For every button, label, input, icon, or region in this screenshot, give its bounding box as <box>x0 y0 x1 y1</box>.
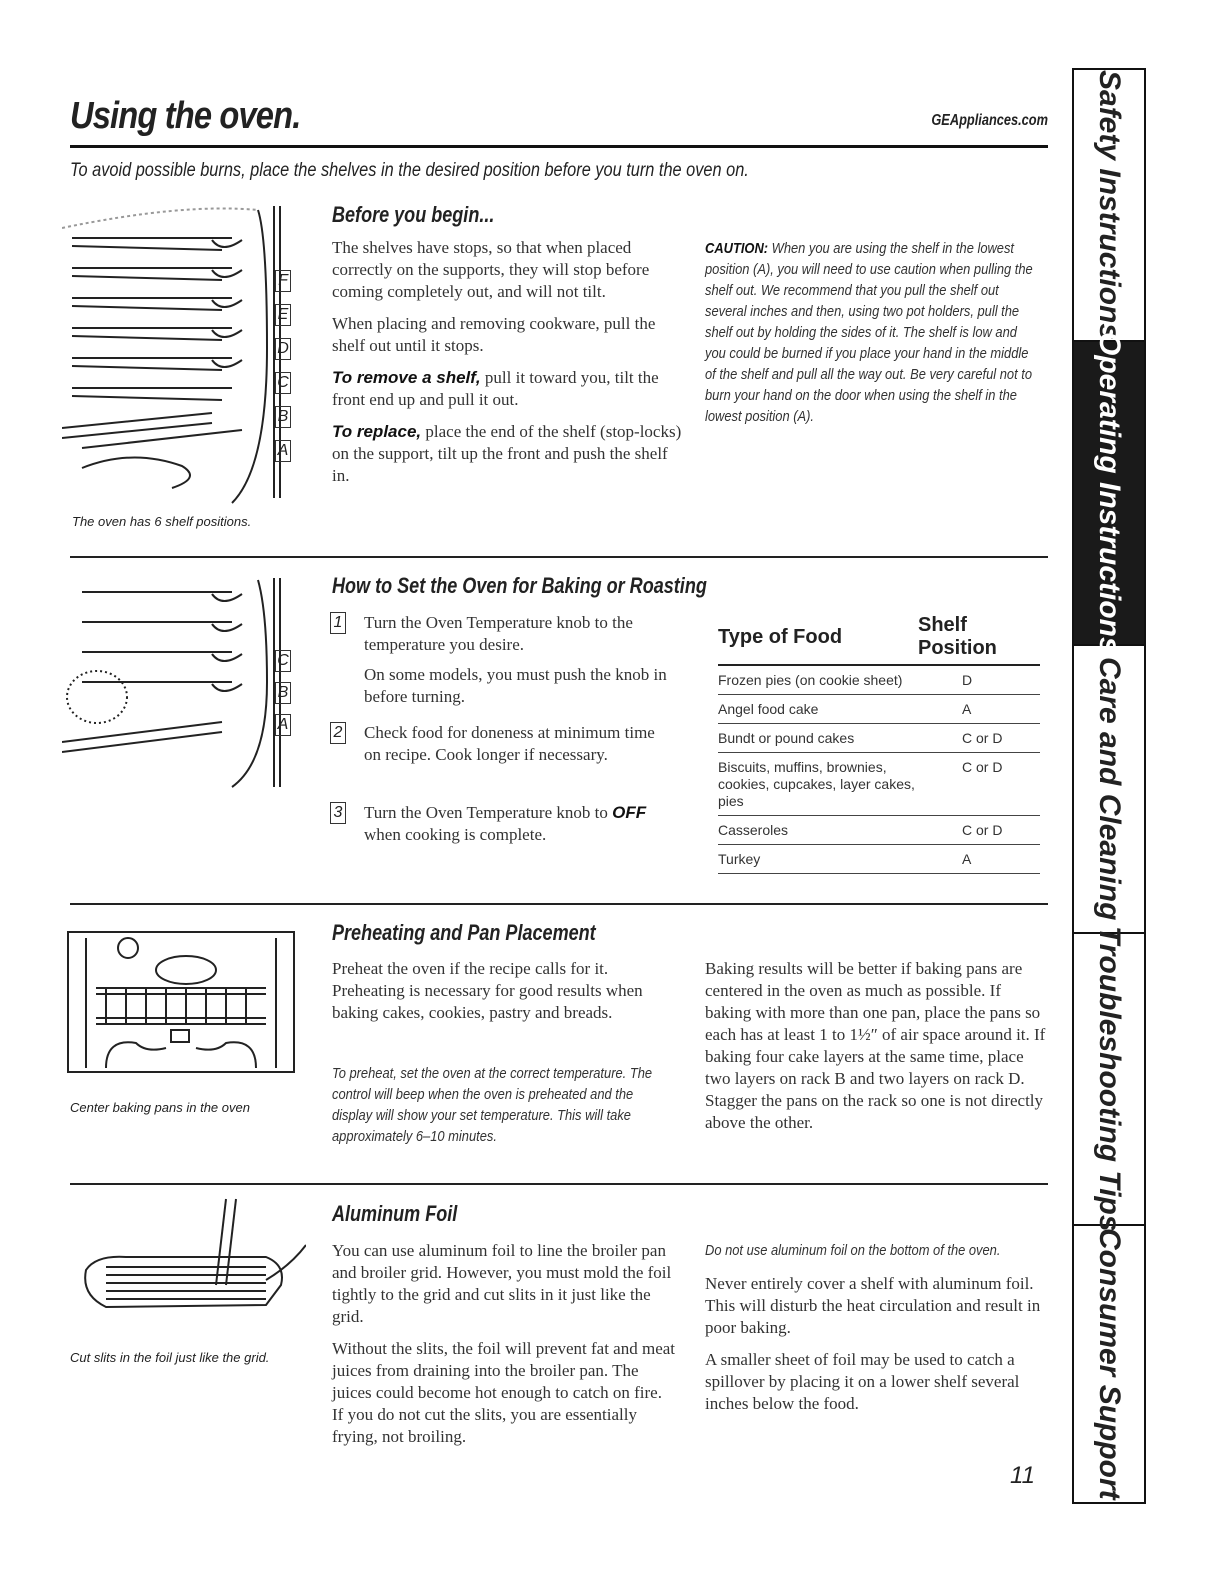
column-header-position: Shelf Position <box>918 614 1040 665</box>
shelf-label-column <box>275 270 293 462</box>
foil-caption: Cut slits in the foil just like the grid. <box>70 1350 270 1365</box>
pan-placement-text: Baking results will be better if baking pans are centered in the oven as much as possible. If baking with more than one pan, place the pans so each has at least 1 to 1½″ of air space around it. If baking four cake layers at the same time, place two layers on rack B and two layers on rack D. Stagger the pans on the rack so one is not directly above the other. <box>705 959 1046 1132</box>
oven-baking-illustration <box>62 572 302 792</box>
tab-safety-instructions[interactable] <box>1074 70 1144 342</box>
before-p2: When placing and removing cookware, pull the shelf out until it stops. <box>332 314 656 355</box>
tab-label: Care and Cleaning <box>1093 657 1126 921</box>
tab-consumer-support[interactable] <box>1074 1226 1144 1502</box>
shelf-position-table <box>718 614 1040 874</box>
step-number-2: 2 <box>330 722 346 744</box>
section-rule-1 <box>70 556 1048 558</box>
baking-shelf-label-c: C <box>275 650 291 672</box>
before-heading: Before you begin... <box>332 202 495 227</box>
shelf-label-e: E <box>275 304 291 326</box>
column-header-food: Type of Food <box>718 614 918 665</box>
header-rule <box>70 145 1048 148</box>
shelf-label-f: F <box>275 270 291 292</box>
step-3-off: OFF <box>612 803 647 822</box>
foil-heading: Aluminum Foil <box>332 1201 458 1226</box>
foil-p5: A smaller sheet of foil may be used to catch a spillover by placing it on a lower shelf several inches below the food. <box>705 1350 1020 1413</box>
food-cell: Bundt or pound cakes <box>718 724 918 753</box>
before-replace <box>332 421 682 487</box>
baking-step-2 <box>330 722 670 766</box>
foil-right-column <box>705 1240 1050 1425</box>
oven-pan-placement-illustration <box>66 928 298 1078</box>
step-3-text-c: when cooking is complete. <box>364 825 547 844</box>
page-number: 11 <box>1010 1462 1035 1489</box>
baking-shelf-label-b: B <box>275 682 291 704</box>
before-body <box>332 237 682 497</box>
shelf-label-a: A <box>275 440 291 462</box>
baking-step-3 <box>330 802 670 846</box>
table-row <box>718 665 1040 695</box>
foil-warning: Do not use aluminum foil on the bottom of the oven. <box>705 1242 1001 1259</box>
table-row <box>718 845 1040 874</box>
position-cell: A <box>918 845 1040 874</box>
table-row <box>718 816 1040 845</box>
food-cell: Turkey <box>718 845 918 874</box>
step-3-text-a: Turn the Oven Temperature knob to <box>364 803 613 822</box>
tab-operating-instructions[interactable] <box>1074 332 1144 654</box>
caution-label: CAUTION: <box>705 240 769 257</box>
broiler-foil-illustration <box>66 1195 306 1335</box>
preheat-p1: Preheat the oven if the recipe calls for it. Preheating is necessary for good results when baking cakes, cookies, pastry and breads. <box>332 959 643 1022</box>
website-link[interactable]: GEAppliances.com <box>931 112 1048 129</box>
baking-step-1 <box>330 612 670 708</box>
caution-text: When you are using the shelf in the lowest position (A), you will need to use caution when pulling the shelf out. We recommend that you pull the shelf out several inches and then, using two pot holders, pull the shelf out by holding the sides of it. The shelf is low and you could be burned if you place your hand in the middle of the shelf and pull all the way out. Be very careful not to burn your hand on the door when using the shelf in the lowest position (A). <box>705 240 1033 425</box>
step-number-1: 1 <box>330 612 346 634</box>
shelf-caption: The oven has 6 shelf positions. <box>72 514 252 529</box>
tab-label: Consumer Support <box>1093 1228 1126 1500</box>
baking-shelf-label-a: A <box>275 714 291 736</box>
food-cell: Angel food cake <box>718 695 918 724</box>
step-number-3: 3 <box>330 802 346 824</box>
tab-troubleshooting-tips[interactable] <box>1074 926 1144 1232</box>
remove-text: pull it toward you, tilt the front end up and pull it out. <box>332 368 659 409</box>
replace-label: To replace, <box>332 422 422 441</box>
before-p1: The shelves have stops, so that when placed correctly on the supports, they will stop before coming completely out, and will not tilt. <box>332 238 650 301</box>
section-rule-2 <box>70 903 1048 905</box>
caution-note <box>705 238 1040 427</box>
foil-p1: You can use aluminum foil to line the broiler pan and broiler grid. However, you must mold the foil tightly to the grid and cut slits in it just like the grid. <box>332 1241 672 1326</box>
table-header-row <box>718 614 1040 665</box>
page-title: Using the oven. <box>70 95 301 137</box>
table-row <box>718 753 1040 816</box>
baking-shelf-labels <box>275 650 291 736</box>
intro-text: To avoid possible burns, place the shelves in the desired position before you turn the oven on. <box>70 160 749 181</box>
preheat-note: To preheat, set the oven at the correct temperature. The control will beep when the oven is preheated and the display will show your set temperature. This will take approximately 6–10 minutes. <box>332 1065 653 1145</box>
shelf-label-d: D <box>275 338 291 360</box>
tab-label: Safety Instructions <box>1093 69 1126 341</box>
step-1-text: Turn the Oven Temperature knob to the temperature you desire. <box>364 613 633 654</box>
tab-label: Operating Instructions <box>1093 332 1126 654</box>
shelf-label-b: B <box>275 406 291 428</box>
step-1-subtext: On some models, you must push the knob in before turning. <box>364 665 667 706</box>
food-cell: Frozen pies (on cookie sheet) <box>718 665 918 695</box>
oven-shelves-illustration <box>62 198 302 508</box>
tab-care-and-cleaning[interactable] <box>1074 646 1144 934</box>
foil-body <box>332 1240 677 1458</box>
table-row <box>718 724 1040 753</box>
foil-p4: Never entirely cover a shelf with aluminum foil. This will disturb the heat circulation and result in poor baking. <box>705 1274 1041 1337</box>
food-cell: Biscuits, muffins, brownies, cookies, cupcakes, layer cakes, pies <box>718 753 918 816</box>
position-cell: C or D <box>918 753 1040 816</box>
food-cell: Casseroles <box>718 816 918 845</box>
position-cell: D <box>918 665 1040 695</box>
tab-label: Troubleshooting Tips <box>1093 926 1126 1232</box>
table-row <box>718 695 1040 724</box>
replace-text: place the end of the shelf (stop-locks) on the support, tilt up the front and push the shelf in. <box>332 422 682 485</box>
remove-label: To remove a shelf, <box>332 368 481 387</box>
position-cell: C or D <box>918 724 1040 753</box>
foil-p2: Without the slits, the foil will prevent fat and meat juices from draining into the broiler pan. The juices could become hot enough to catch on fire. If you do not cut the slits, you are essentially frying, not broiling. <box>332 1339 676 1446</box>
position-cell: C or D <box>918 816 1040 845</box>
preheat-heading: Preheating and Pan Placement <box>332 920 596 945</box>
baking-heading: How to Set the Oven for Baking or Roasting <box>332 573 707 598</box>
section-tabs <box>1072 68 1146 1504</box>
position-cell: A <box>918 695 1040 724</box>
pan-caption: Center baking pans in the oven <box>70 1100 250 1115</box>
before-remove <box>332 367 682 411</box>
shelf-label-c: C <box>275 372 291 394</box>
preheat-body <box>332 958 682 1034</box>
section-rule-3 <box>70 1183 1048 1185</box>
step-2-text: Check food for doneness at minimum time on recipe. Cook longer if necessary. <box>364 723 655 764</box>
